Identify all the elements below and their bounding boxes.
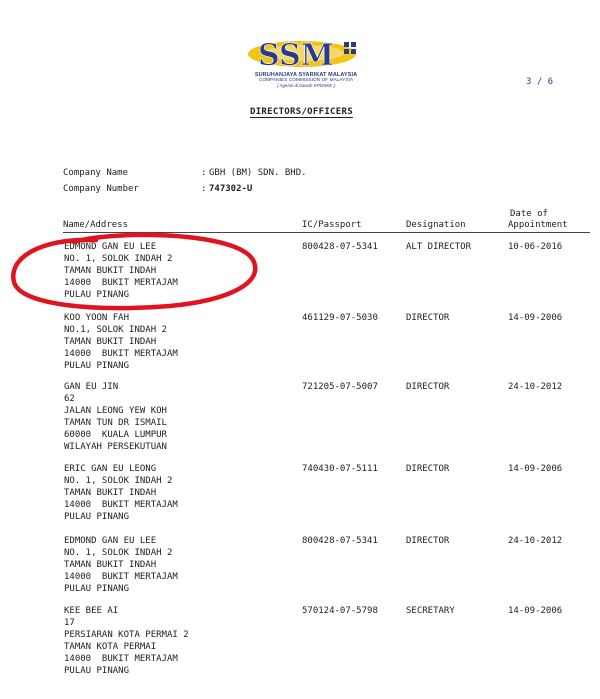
column-header-designation: Designation — [406, 220, 466, 230]
address-line: 14000 BUKIT MERTAJAM — [64, 500, 178, 510]
designation: SECRETARY — [406, 606, 455, 616]
director-name-address — [64, 381, 167, 453]
company-number-label: Company Number — [63, 184, 139, 194]
logo-caption-line3: ( Agensi di bawah KPDNKK ) — [276, 83, 336, 88]
address-line: NO. 1, SOLOK INDAH 2 — [64, 548, 173, 558]
address-line: WILAYAH PERSEKUTUAN — [64, 442, 167, 452]
ic-passport-number: 800428-07-5341 — [302, 242, 378, 252]
director-name-address — [64, 312, 178, 372]
ic-passport-number: 461129-07-5030 — [302, 313, 378, 323]
address-line: PERSIARAN KOTA PERMAI 2 — [64, 630, 189, 640]
ic-passport-number: 740430-07-5111 — [302, 464, 378, 474]
address-line: TAMAN BUKIT INDAH — [64, 488, 157, 498]
logo-caption-line1: SURUHANJAYA SYARIKAT MALAYSIA — [254, 72, 358, 78]
address-line: 17 — [64, 618, 75, 628]
appointment-date: 14-09-2006 — [508, 606, 563, 616]
designation: DIRECTOR — [406, 464, 450, 474]
address-line: 62 — [64, 394, 75, 404]
address-line: TAMAN BUKIT INDAH — [64, 266, 157, 276]
director-name-address — [64, 605, 189, 677]
director-name: EDMOND GAN EU LEE — [64, 536, 157, 546]
director-name: ERIC GAN EU LEONG — [64, 464, 157, 474]
address-line: PULAU PINANG — [64, 666, 130, 676]
director-name: EDMOND GAN EU LEE — [64, 242, 157, 252]
ic-passport-number: 800428-07-5341 — [302, 536, 378, 546]
address-line: 60000 KUALA LUMPUR — [64, 430, 167, 440]
appointment-date: 24-10-2012 — [508, 536, 563, 546]
director-name: KEE BEE AI — [64, 606, 119, 616]
page-title: DIRECTORS/OFFICERS — [250, 107, 353, 117]
logo-caption — [244, 72, 368, 88]
address-line: PULAU PINANG — [64, 512, 130, 522]
appointment-date: 10-06-2016 — [508, 242, 563, 252]
address-line: TAMAN BUKIT INDAH — [64, 337, 157, 347]
address-line: 14000 BUKIT MERTAJAM — [64, 349, 178, 359]
ic-passport-number: 570124-07-5798 — [302, 606, 378, 616]
address-line: PULAU PINANG — [64, 361, 130, 371]
address-line: PULAU PINANG — [64, 584, 130, 594]
director-name: KOO YOON FAH — [64, 313, 130, 323]
designation: DIRECTOR — [406, 536, 450, 546]
address-line: 14000 BUKIT MERTAJAM — [64, 278, 178, 288]
column-header-date-line1: Date of — [510, 209, 548, 219]
company-name-value: GBH (BM) SDN. BHD. — [209, 168, 307, 178]
company-name-separator: : — [201, 168, 207, 178]
address-line: PULAU PINANG — [64, 290, 130, 300]
company-name-label: Company Name — [63, 168, 129, 178]
column-header-ic: IC/Passport — [302, 220, 362, 230]
address-line: 14000 BUKIT MERTAJAM — [64, 654, 178, 664]
designation: DIRECTOR — [406, 382, 450, 392]
address-line: TAMAN TUN DR ISMAIL — [64, 418, 167, 428]
address-line: TAMAN KOTA PERMAI — [64, 642, 157, 652]
appointment-date: 14-09-2006 — [508, 313, 563, 323]
director-name-address — [64, 463, 178, 523]
column-header-date-line2: Appointment — [508, 220, 568, 230]
address-line: NO.1, SOLOK INDAH 2 — [64, 325, 167, 335]
logo-text: SSM — [258, 38, 334, 73]
designation: ALT DIRECTOR — [406, 242, 472, 252]
address-line: NO. 1, SOLOK INDAH 2 — [64, 476, 173, 486]
column-header-name: Name/Address — [63, 220, 129, 230]
logo-caption-line2: COMPANIES COMMISSION OF MALAYSIA — [258, 78, 354, 83]
director-name-address — [64, 535, 178, 595]
company-number-value: 747302-U — [209, 184, 253, 194]
appointment-date: 14-09-2006 — [508, 464, 563, 474]
address-line: 14000 BUKIT MERTAJAM — [64, 572, 178, 582]
page-number: 3 / 6 — [526, 77, 554, 87]
header-divider — [63, 232, 590, 233]
address-line: NO. 1, SOLOK INDAH 2 — [64, 254, 173, 264]
director-name: GAN EU JIN — [64, 382, 119, 392]
appointment-date: 24-10-2012 — [508, 382, 563, 392]
director-name-address — [64, 241, 178, 301]
company-number-separator: : — [201, 184, 207, 194]
ic-passport-number: 721205-07-5007 — [302, 382, 378, 392]
address-line: TAMAN BUKIT INDAH — [64, 560, 157, 570]
designation: DIRECTOR — [406, 313, 450, 323]
address-line: JALAN LEONG YEW KOH — [64, 406, 167, 416]
